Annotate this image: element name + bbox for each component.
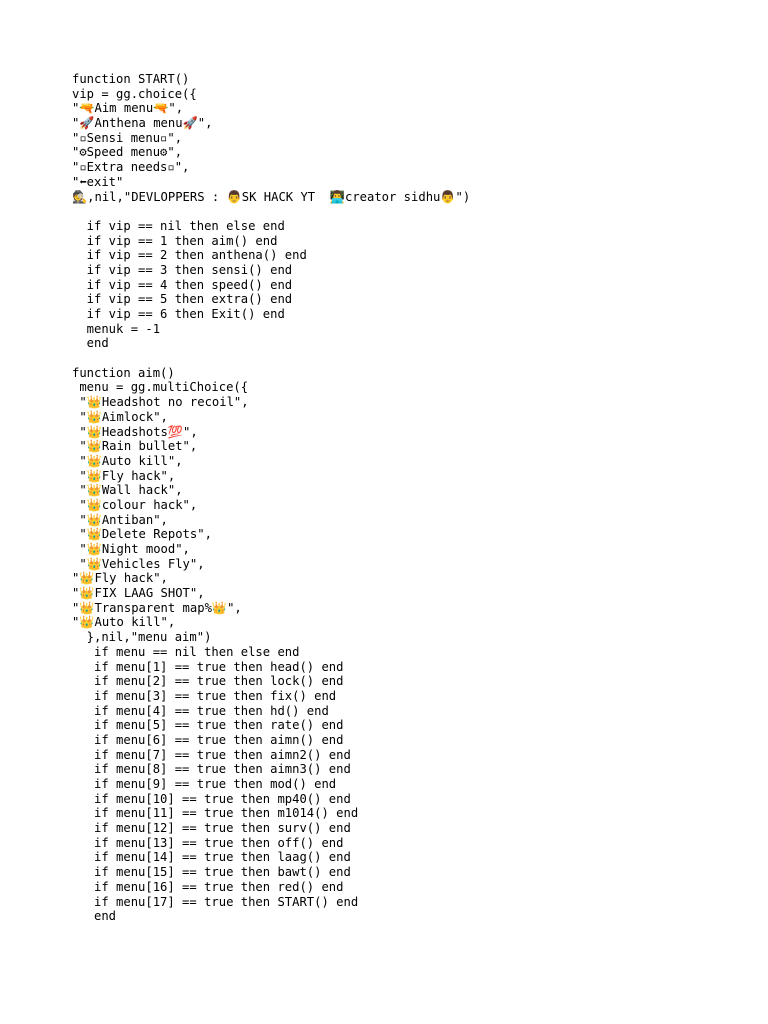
code-line: function START() <box>72 72 190 86</box>
code-line: "👑Headshot no recoil", <box>72 395 249 410</box>
code-line: "👑Antiban", <box>72 512 168 527</box>
code-line: if menu[10] == true then mp40() end <box>72 791 351 806</box>
code-line: if vip == 1 then aim() end <box>72 233 278 248</box>
code-line: function aim() <box>72 365 175 380</box>
code-line: menu = gg.multiChoice({ <box>72 380 249 395</box>
blank-line <box>72 351 732 366</box>
code-line: "👑Headshots💯", <box>72 424 198 439</box>
code-line: if menu == nil then else end <box>72 644 300 659</box>
code-line: "👑Auto kill", <box>72 453 183 468</box>
code-line: "👑Aimlock", <box>72 409 168 424</box>
code-line: "▫Extra needs▫", <box>72 160 190 175</box>
code-line: menuk = -1 <box>72 321 161 336</box>
code-line: "🚀Anthena menu🚀", <box>72 116 213 131</box>
code-line: if menu[7] == true then aimn2() end <box>72 747 351 762</box>
code-line: if menu[13] == true then off() end <box>72 835 344 850</box>
code-line: end <box>72 336 109 351</box>
code-line: if menu[14] == true then laag() end <box>72 850 351 865</box>
code-line: 🕵,nil,"DEVLOPPERS : 👨SK HACK YT 👨‍💻creator sidhu👨") <box>72 189 471 204</box>
code-line: "👑Vehicles Fly", <box>72 556 205 571</box>
code-line: if menu[5] == true then rate() end <box>72 718 344 733</box>
code-document <box>72 72 732 924</box>
code-line: if menu[6] == true then aimn() end <box>72 732 344 747</box>
code-line: if menu[3] == true then fix() end <box>72 688 337 703</box>
code-line: if menu[12] == true then surv() end <box>72 821 351 836</box>
code-line: "👑Transparent map%👑", <box>72 600 242 615</box>
code-line: "👑colour hack", <box>72 497 198 512</box>
code-line: "⚙Speed menu⚙", <box>72 145 183 160</box>
code-line: end <box>72 909 117 924</box>
code-line: if menu[9] == true then mod() end <box>72 777 337 791</box>
code-line: "👑Wall hack", <box>72 483 183 498</box>
code-line: if menu[2] == true then lock() end <box>72 674 344 689</box>
code-line: if menu[11] == true then m1014() end <box>72 806 359 821</box>
code-line: "👑Night mood", <box>72 542 190 556</box>
code-line: if menu[4] == true then hd() end <box>72 703 329 718</box>
code-line: if vip == 5 then extra() end <box>72 292 293 307</box>
code-line: "👑Auto kill", <box>72 615 176 630</box>
code-line: "👑Fly hack", <box>72 468 176 483</box>
code-line: if menu[15] == true then bawt() end <box>72 865 351 880</box>
code-line: "👑FIX LAAG SHOT", <box>72 586 205 601</box>
code-line: if menu[8] == true then aimn3() end <box>72 762 351 777</box>
code-line: "👑Rain bullet", <box>72 439 198 454</box>
code-line: "⬅exit" <box>72 174 124 189</box>
code-line: if vip == 2 then anthena() end <box>72 248 307 263</box>
code-line: if menu[1] == true then head() end <box>72 659 344 674</box>
code-line: if vip == 6 then Exit() end <box>72 307 285 321</box>
code-line: if vip == 3 then sensi() end <box>72 262 293 277</box>
code-line: "🔫Aim menu🔫", <box>72 101 184 116</box>
code-line: vip = gg.choice({ <box>72 86 197 101</box>
code-line: if menu[16] == true then red() end <box>72 879 344 894</box>
code-line: "👑Delete Repots", <box>72 527 212 542</box>
code-line: if vip == 4 then speed() end <box>72 277 293 292</box>
code-line: if menu[17] == true then START() end <box>72 894 359 909</box>
code-line: },nil,"menu aim") <box>72 630 212 645</box>
code-line: "▫Sensi menu▫", <box>72 130 183 145</box>
blank-line <box>72 204 732 219</box>
code-line: "👑Fly hack", <box>72 571 168 586</box>
code-line: if vip == nil then else end <box>72 218 285 233</box>
